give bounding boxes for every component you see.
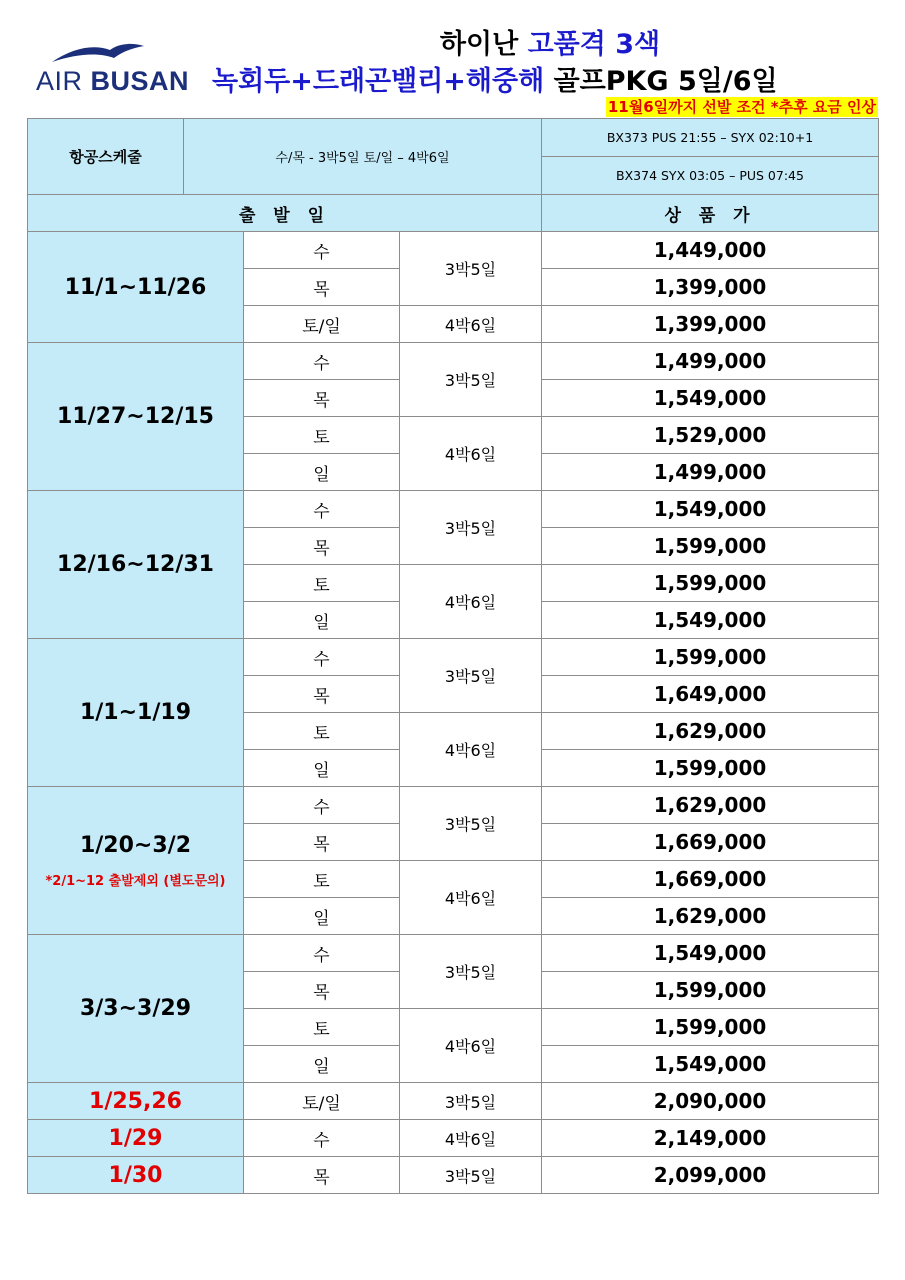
logo-wordmark: AIR BUSAN <box>36 66 190 96</box>
price-value: 1,629,000 <box>542 713 879 750</box>
price-value: 1,649,000 <box>542 676 879 713</box>
trip-duration: 3박5일 <box>400 232 542 306</box>
price-table <box>27 118 879 1194</box>
trip-duration: 3박5일 <box>400 639 542 713</box>
trip-duration: 3박5일 <box>400 1157 542 1194</box>
price-value: 1,599,000 <box>542 750 879 787</box>
period-label <box>28 639 244 787</box>
period-range: 1/1~1/19 <box>79 700 192 725</box>
period-label <box>28 232 244 343</box>
departure-day: 수 <box>244 343 400 380</box>
departure-day: 목 <box>244 972 400 1009</box>
special-date: 1/29 <box>28 1120 244 1157</box>
period-range: 1/20~3/2 <box>79 832 192 858</box>
schedule-label: 항공스케줄 <box>28 119 184 195</box>
trip-duration: 3박5일 <box>400 935 542 1009</box>
period-range: 3/3~3/29 <box>79 996 192 1021</box>
table-row <box>28 232 879 269</box>
trip-duration: 4박6일 <box>400 1120 542 1157</box>
price-value: 1,549,000 <box>542 935 879 972</box>
price-value: 2,090,000 <box>542 1083 879 1120</box>
departure-column-header: 출 발 일 <box>28 195 542 232</box>
departure-day: 수 <box>244 232 400 269</box>
trip-duration: 3박5일 <box>400 1083 542 1120</box>
price-value: 1,499,000 <box>542 343 879 380</box>
departure-day: 수 <box>244 935 400 972</box>
price-value: 1,449,000 <box>542 232 879 269</box>
trip-duration: 3박5일 <box>400 343 542 417</box>
departure-day: 토/일 <box>244 306 400 343</box>
special-date-row <box>28 1157 879 1194</box>
departure-day: 토 <box>244 861 400 898</box>
period-range: 11/27~12/15 <box>57 404 214 429</box>
period-exclusion-note: *2/1~12 출발제외 (별도문의) <box>45 873 226 889</box>
departure-day: 일 <box>244 750 400 787</box>
special-date: 1/25,26 <box>28 1083 244 1120</box>
price-value: 1,499,000 <box>542 454 879 491</box>
price-value: 2,149,000 <box>542 1120 879 1157</box>
period-label <box>28 491 244 639</box>
period-label <box>28 787 244 935</box>
departure-day: 수 <box>244 787 400 824</box>
departure-day: 일 <box>244 1046 400 1083</box>
departure-day: 수 <box>244 491 400 528</box>
price-value: 1,599,000 <box>542 565 879 602</box>
price-value: 1,599,000 <box>542 972 879 1009</box>
departure-day: 목 <box>244 1157 400 1194</box>
trip-duration: 4박6일 <box>400 417 542 491</box>
flight-outbound: BX373 PUS 21:55 – SYX 02:10+1 <box>542 119 879 157</box>
price-value: 1,599,000 <box>542 1009 879 1046</box>
price-value: 1,629,000 <box>542 898 879 935</box>
departure-day: 목 <box>244 380 400 417</box>
departure-day: 토 <box>244 713 400 750</box>
price-value: 1,599,000 <box>542 639 879 676</box>
trip-duration: 4박6일 <box>400 861 542 935</box>
price-value: 1,529,000 <box>542 417 879 454</box>
page-title-line1: 하이난 고품격 3색 <box>439 29 661 60</box>
departure-day: 일 <box>244 602 400 639</box>
price-value: 1,549,000 <box>542 602 879 639</box>
schedule-value: 수/목 - 3박5일 토/일 – 4박6일 <box>184 119 542 195</box>
price-column-header: 상 품 가 <box>542 195 879 232</box>
trip-duration: 3박5일 <box>400 787 542 861</box>
page-title-line2: 녹회두+드래곤밸리+해중해 골프PKG 5일/6일 <box>212 66 778 97</box>
period-range: 12/16~12/31 <box>57 552 214 577</box>
period-label <box>28 935 244 1083</box>
departure-day: 토/일 <box>244 1083 400 1120</box>
departure-day: 목 <box>244 528 400 565</box>
departure-day: 토 <box>244 565 400 602</box>
price-value: 1,599,000 <box>542 528 879 565</box>
price-value: 2,099,000 <box>542 1157 879 1194</box>
departure-day: 목 <box>244 269 400 306</box>
departure-day: 수 <box>244 1120 400 1157</box>
price-value: 1,399,000 <box>542 306 879 343</box>
period-label <box>28 343 244 491</box>
special-date-row <box>28 1083 879 1120</box>
table-row <box>28 787 879 824</box>
price-value: 1,549,000 <box>542 491 879 528</box>
trip-duration: 4박6일 <box>400 1009 542 1083</box>
special-date: 1/30 <box>28 1157 244 1194</box>
departure-day: 수 <box>244 639 400 676</box>
price-value: 1,549,000 <box>542 1046 879 1083</box>
departure-day: 일 <box>244 898 400 935</box>
trip-duration: 4박6일 <box>400 306 542 343</box>
price-notice-banner: 11월6일까지 선발 조건 *추후 요금 인상 <box>607 98 876 116</box>
price-value: 1,669,000 <box>542 824 879 861</box>
departure-day: 토 <box>244 1009 400 1046</box>
price-value: 1,669,000 <box>542 861 879 898</box>
table-row <box>28 343 879 380</box>
period-range: 11/1~11/26 <box>64 274 207 300</box>
table-row <box>28 639 879 676</box>
price-value: 1,549,000 <box>542 380 879 417</box>
table-row <box>28 491 879 528</box>
departure-day: 목 <box>244 676 400 713</box>
table-row <box>28 935 879 972</box>
departure-day: 목 <box>244 824 400 861</box>
trip-duration: 4박6일 <box>400 713 542 787</box>
special-date-row <box>28 1120 879 1157</box>
price-value: 1,629,000 <box>542 787 879 824</box>
departure-day: 일 <box>244 454 400 491</box>
flight-inbound: BX374 SYX 03:05 – PUS 07:45 <box>542 157 879 195</box>
trip-duration: 3박5일 <box>400 491 542 565</box>
price-value: 1,399,000 <box>542 269 879 306</box>
trip-duration: 4박6일 <box>400 565 542 639</box>
departure-day: 토 <box>244 417 400 454</box>
